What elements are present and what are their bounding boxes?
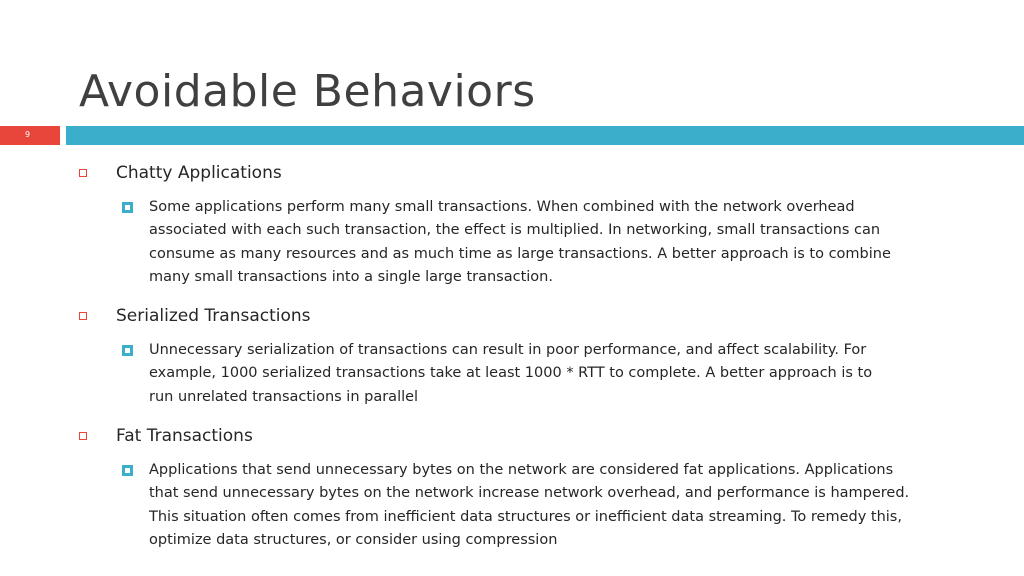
- hollow-square-bullet-icon: [79, 432, 87, 440]
- hollow-square-bullet-icon: [79, 312, 87, 320]
- detail-line: run unrelated transactions in parallel: [149, 388, 419, 405]
- section-chatty-applications: [79, 160, 979, 289]
- level1-bullet-item: [79, 303, 979, 329]
- level1-bullet-item: [79, 423, 979, 449]
- detail-line: consume as many resources and as much time as large transactions. A better approach is to combine: [149, 245, 891, 262]
- section-serialized-transactions: [79, 303, 979, 409]
- detail-line: associated with each such transaction, the effect is multiplied. In networking, small transactions can: [149, 222, 881, 239]
- level2-bullet-item: [79, 339, 979, 409]
- detail-line: Some applications perform many small transactions. When combined with the network overhead: [149, 199, 855, 215]
- filled-square-bullet-icon: [122, 465, 133, 476]
- title-rule-bar: [66, 126, 1024, 145]
- detail-line: that send unnecessary bytes on the network increase network overhead, and performance is hampered.: [149, 485, 910, 502]
- hollow-square-bullet-icon: [79, 169, 87, 177]
- detail-line: This situation often comes from inefficient data structures or inefficient data streaming. To remedy this,: [149, 508, 902, 525]
- filled-square-bullet-icon: [122, 202, 133, 213]
- detail-line: optimize data structures, or consider using compression: [149, 531, 558, 548]
- section-heading: Chatty Applications: [116, 163, 282, 183]
- section-fat-transactions: [79, 423, 979, 552]
- slide-title: Avoidable Behaviors: [79, 66, 536, 117]
- section-heading: Fat Transactions: [116, 426, 253, 447]
- detail-line: many small transactions into a single large transaction.: [149, 268, 553, 285]
- bullet-list: [79, 160, 979, 552]
- section-heading: Serialized Transactions: [116, 306, 311, 327]
- detail-line: Applications that send unnecessary bytes on the network are considered fat applications. Applications: [149, 462, 894, 479]
- level1-bullet-item: [79, 160, 979, 186]
- detail-line: Unnecessary serialization of transactions can result in poor performance, and affect scalability. For: [149, 342, 867, 359]
- level2-bullet-item: [79, 196, 979, 289]
- filled-square-bullet-icon: [122, 345, 133, 356]
- page-number: 9: [25, 130, 31, 139]
- level2-bullet-item: [79, 459, 979, 552]
- detail-line: example, 1000 serialized transactions take at least 1000 * RTT to complete. A better approach is to: [149, 365, 873, 382]
